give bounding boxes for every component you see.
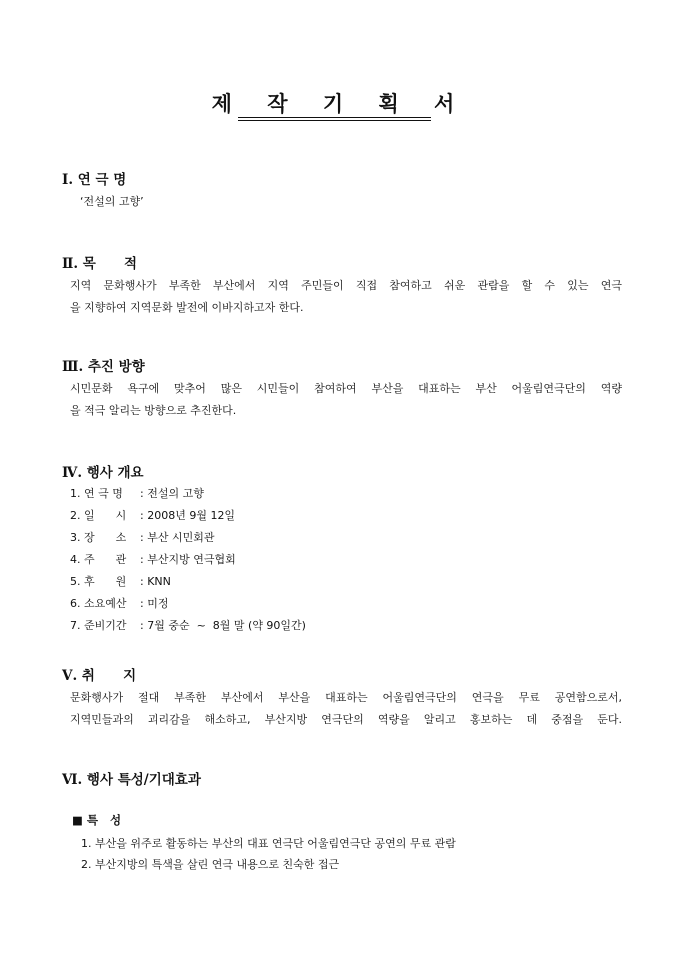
section-3-line-2: 을 적극 알리는 방향으로 추진한다. (70, 404, 237, 417)
title-underline-top (238, 117, 431, 118)
section-5-line-2: 지역민들과의 괴리감을 해소하고, 부산지방 연극단의 역량을 알리고 홍보하는 데 중점을 둔다. (70, 713, 622, 726)
section-2-line-1: 지역 문화행사가 부족한 부산에서 지역 주민들이 직접 참여하고 쉬운 관람을 할 수 있는 연극 (70, 279, 622, 292)
section-1-line: ‘전설의 고향’ (80, 195, 144, 208)
overview-value: : 부산지방 연극협회 (140, 553, 236, 566)
section-3-heading: Ⅲ. 추진 방향 (62, 359, 145, 375)
section-2-line-2: 을 지향하여 지역문화 발전에 이바지하고자 한다. (70, 301, 304, 314)
section-4-heading: Ⅳ. 행사 개요 (62, 465, 144, 481)
overview-item-budget (70, 595, 168, 611)
section-5-heading: Ⅴ. 취 지 (62, 668, 137, 684)
overview-item-date (70, 507, 235, 523)
section-5-line-1: 문화행사가 절대 부족한 부산에서 부산을 대표하는 어울림연극단의 연극을 무료 공연함으로서, (70, 691, 622, 704)
overview-value: : 전설의 고향 (140, 487, 204, 500)
overview-value: : 부산 시민회관 (140, 531, 215, 544)
overview-item-prep-period (70, 617, 306, 633)
section-6-heading: Ⅵ. 행사 특성/기대효과 (62, 772, 201, 788)
section-3-line-1: 시민문화 욕구에 맞추어 많은 시민들이 참여하여 부산을 대표하는 부산 어울림연극단의 역량 (70, 382, 622, 395)
overview-label: 1. 연 극 명 (70, 487, 123, 500)
overview-value: : 7월 중순 ~ 8월 말 (약 90일간) (140, 619, 306, 632)
overview-label: 6. 소요예산 (70, 597, 127, 610)
overview-label: 4. 주 관 (70, 553, 127, 566)
overview-item-title (70, 485, 204, 501)
section-2-heading: Ⅱ. 목 적 (62, 256, 138, 272)
overview-value: : 미정 (140, 597, 169, 610)
feature-item: 2. 부산지방의 특색을 살린 연극 내용으로 친숙한 접근 (81, 858, 340, 871)
overview-label: 3. 장 소 (70, 531, 127, 544)
feature-item: 1. 부산을 위주로 활동하는 부산의 대표 연극단 어울림연극단 공연의 무료 관람 (81, 837, 456, 850)
overview-value: : KNN (140, 575, 171, 588)
overview-item-venue (70, 529, 214, 545)
overview-item-organizer (70, 551, 236, 567)
overview-label: 2. 일 시 (70, 509, 127, 522)
overview-item-sponsor (70, 573, 171, 589)
section-1-heading: Ⅰ. 연 극 명 (62, 172, 127, 188)
document-title: 제 작 기 획 서 (211, 91, 469, 116)
overview-value: : 2008년 9월 12일 (140, 509, 236, 522)
overview-label: 7. 준비기간 (70, 619, 127, 632)
features-subheading: ■ 특 성 (72, 813, 122, 827)
overview-label: 5. 후 원 (70, 575, 127, 588)
title-underline-bottom (238, 120, 431, 121)
